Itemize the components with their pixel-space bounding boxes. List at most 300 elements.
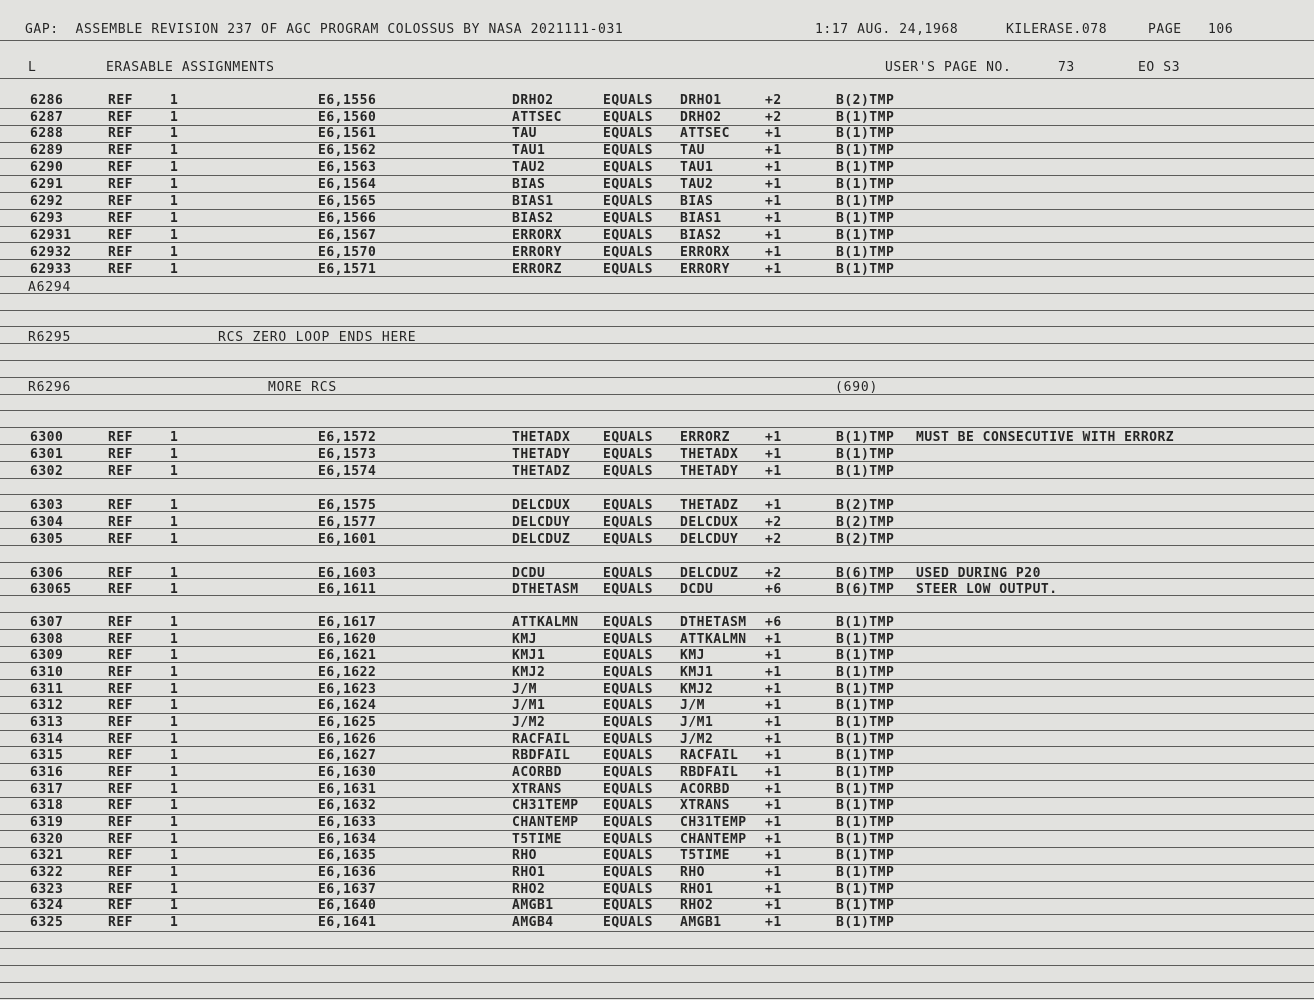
row-symbol: DCDU <box>512 566 546 581</box>
note-line <box>0 380 1314 397</box>
row-symbol: THETADZ <box>512 464 571 479</box>
row-address: E6,1563 <box>318 160 377 175</box>
row-operator: EQUALS <box>603 865 653 880</box>
row-size: B(1)TMP <box>836 430 895 445</box>
assignment-row <box>0 211 1314 228</box>
assignment-row <box>0 748 1314 765</box>
row-size: B(2)TMP <box>836 93 895 108</box>
row-address: E6,1622 <box>318 665 377 680</box>
assignment-row <box>0 566 1314 583</box>
timestamp: 1:17 AUG. 24,1968 <box>815 22 959 37</box>
row-ref-count: 1 <box>170 582 179 597</box>
row-ref-count: 1 <box>170 815 179 830</box>
row-size: B(1)TMP <box>836 447 895 462</box>
row-address: E6,1564 <box>318 177 377 192</box>
assignment-row <box>0 865 1314 882</box>
note-text: RCS ZERO LOOP ENDS HERE <box>218 330 417 345</box>
row-operator: EQUALS <box>603 566 653 581</box>
row-offset: +1 <box>765 143 782 158</box>
row-type: REF <box>108 93 133 108</box>
row-operator: EQUALS <box>603 748 653 763</box>
row-size: B(1)TMP <box>836 160 895 175</box>
row-type: REF <box>108 898 133 913</box>
row-size: B(1)TMP <box>836 815 895 830</box>
assignment-row <box>0 832 1314 849</box>
row-target: KMJ1 <box>680 665 714 680</box>
row-ref-count: 1 <box>170 93 179 108</box>
row-operator: EQUALS <box>603 211 653 226</box>
row-operator: EQUALS <box>603 782 653 797</box>
row-address: E6,1630 <box>318 765 377 780</box>
row-line-number: 6305 <box>30 532 64 547</box>
row-offset: +1 <box>765 898 782 913</box>
assignment-row <box>0 648 1314 665</box>
page-number: 106 <box>1208 22 1234 37</box>
row-symbol: TAU <box>512 126 537 141</box>
row-operator: EQUALS <box>603 194 653 209</box>
ruled-line <box>0 612 1314 613</box>
row-operator: EQUALS <box>603 582 653 597</box>
row-line-number: 6320 <box>30 832 64 847</box>
row-operator: EQUALS <box>603 447 653 462</box>
row-symbol: KMJ1 <box>512 648 546 663</box>
row-offset: +1 <box>765 782 782 797</box>
row-ref-count: 1 <box>170 194 179 209</box>
row-type: REF <box>108 582 133 597</box>
row-target: KMJ2 <box>680 682 714 697</box>
row-offset: +2 <box>765 532 782 547</box>
assignment-row <box>0 898 1314 915</box>
row-line-number: 62931 <box>30 228 72 243</box>
row-operator: EQUALS <box>603 732 653 747</box>
row-symbol: KMJ2 <box>512 665 546 680</box>
row-type: REF <box>108 498 133 513</box>
assignment-row <box>0 160 1314 177</box>
row-ref-count: 1 <box>170 882 179 897</box>
row-operator: EQUALS <box>603 915 653 930</box>
row-line-number: 6319 <box>30 815 64 830</box>
assignment-row <box>0 632 1314 649</box>
row-address: E6,1640 <box>318 898 377 913</box>
row-offset: +1 <box>765 632 782 647</box>
row-offset: +1 <box>765 748 782 763</box>
assignment-row <box>0 815 1314 832</box>
assignment-row <box>0 194 1314 211</box>
row-offset: +1 <box>765 865 782 880</box>
row-type: REF <box>108 262 133 277</box>
row-offset: +1 <box>765 430 782 445</box>
user-page-number: 73 <box>1058 60 1075 75</box>
row-operator: EQUALS <box>603 498 653 513</box>
ruled-line <box>0 562 1314 563</box>
row-symbol: BIAS1 <box>512 194 554 209</box>
program-title: GAP: ASSEMBLE REVISION 237 OF AGC PROGRAM COLOSSUS BY NASA 2021111-031 <box>25 22 624 37</box>
row-ref-count: 1 <box>170 715 179 730</box>
row-address: E6,1631 <box>318 782 377 797</box>
row-ref-count: 1 <box>170 782 179 797</box>
row-line-number: 6318 <box>30 798 64 813</box>
section-header <box>0 60 1314 77</box>
row-address: E6,1574 <box>318 464 377 479</box>
row-target: THETADX <box>680 447 739 462</box>
row-target: ATTSEC <box>680 126 730 141</box>
assignment-row <box>0 430 1314 447</box>
row-operator: EQUALS <box>603 228 653 243</box>
row-size: B(1)TMP <box>836 228 895 243</box>
ruled-line <box>0 965 1314 966</box>
row-ref-count: 1 <box>170 898 179 913</box>
row-symbol: RHO1 <box>512 865 546 880</box>
row-type: REF <box>108 648 133 663</box>
row-symbol: KMJ <box>512 632 537 647</box>
row-symbol: ACORBD <box>512 765 562 780</box>
row-operator: EQUALS <box>603 632 653 647</box>
row-operator: EQUALS <box>603 262 653 277</box>
assignment-row <box>0 698 1314 715</box>
row-operator: EQUALS <box>603 798 653 813</box>
assignment-row <box>0 782 1314 799</box>
row-address: E6,1620 <box>318 632 377 647</box>
row-size: B(1)TMP <box>836 715 895 730</box>
row-operator: EQUALS <box>603 682 653 697</box>
row-symbol: DTHETASM <box>512 582 579 597</box>
row-operator: EQUALS <box>603 698 653 713</box>
row-offset: +1 <box>765 262 782 277</box>
row-ref-count: 1 <box>170 765 179 780</box>
row-type: REF <box>108 615 133 630</box>
row-type: REF <box>108 915 133 930</box>
row-type: REF <box>108 177 133 192</box>
ruled-line <box>0 377 1314 378</box>
row-type: REF <box>108 110 133 125</box>
row-offset: +1 <box>765 765 782 780</box>
row-address: E6,1636 <box>318 865 377 880</box>
row-offset: +6 <box>765 615 782 630</box>
row-size: B(1)TMP <box>836 748 895 763</box>
row-ref-count: 1 <box>170 748 179 763</box>
row-address: E6,1633 <box>318 815 377 830</box>
tape-name: KILERASE.078 <box>1006 22 1108 37</box>
row-ref-count: 1 <box>170 464 179 479</box>
assignment-row <box>0 126 1314 143</box>
row-address: E6,1611 <box>318 582 377 597</box>
row-address: E6,1632 <box>318 798 377 813</box>
row-target: BIAS1 <box>680 211 722 226</box>
row-type: REF <box>108 126 133 141</box>
row-target: DCDU <box>680 582 714 597</box>
row-symbol: RACFAIL <box>512 732 571 747</box>
row-offset: +1 <box>765 848 782 863</box>
row-symbol: J/M1 <box>512 698 546 713</box>
assignment-row <box>0 715 1314 732</box>
row-line-number: 6290 <box>30 160 64 175</box>
row-target: ATTKALMN <box>680 632 747 647</box>
row-operator: EQUALS <box>603 765 653 780</box>
row-line-number: 6293 <box>30 211 64 226</box>
row-address: E6,1562 <box>318 143 377 158</box>
row-offset: +1 <box>765 245 782 260</box>
assignment-row <box>0 464 1314 481</box>
row-target: ERRORX <box>680 245 730 260</box>
row-size: B(1)TMP <box>836 832 895 847</box>
row-line-number: 6315 <box>30 748 64 763</box>
row-type: REF <box>108 211 133 226</box>
row-symbol: ERRORY <box>512 245 562 260</box>
row-size: B(1)TMP <box>836 262 895 277</box>
row-symbol: RHO2 <box>512 882 546 897</box>
row-operator: EQUALS <box>603 832 653 847</box>
row-symbol: BIAS <box>512 177 546 192</box>
row-size: B(1)TMP <box>836 126 895 141</box>
row-target: ERRORZ <box>680 430 730 445</box>
row-offset: +6 <box>765 582 782 597</box>
row-target: ACORBD <box>680 782 730 797</box>
assignment-row <box>0 798 1314 815</box>
row-operator: EQUALS <box>603 160 653 175</box>
row-symbol: THETADX <box>512 430 571 445</box>
row-line-number: 6321 <box>30 848 64 863</box>
row-address: E6,1634 <box>318 832 377 847</box>
row-ref-count: 1 <box>170 177 179 192</box>
row-size: B(1)TMP <box>836 245 895 260</box>
row-ref-count: 1 <box>170 665 179 680</box>
row-offset: +1 <box>765 194 782 209</box>
assignment-row <box>0 532 1314 549</box>
row-offset: +1 <box>765 160 782 175</box>
row-operator: EQUALS <box>603 665 653 680</box>
ruled-line <box>0 40 1314 41</box>
ruled-line <box>0 410 1314 411</box>
row-ref-count: 1 <box>170 865 179 880</box>
row-address: E6,1566 <box>318 211 377 226</box>
assignment-row <box>0 110 1314 127</box>
row-address: E6,1603 <box>318 566 377 581</box>
row-symbol: RHO <box>512 848 537 863</box>
row-line-number: 6288 <box>30 126 64 141</box>
row-target: KMJ <box>680 648 705 663</box>
row-size: B(1)TMP <box>836 110 895 125</box>
assignment-row <box>0 915 1314 932</box>
row-line-number: 6286 <box>30 93 64 108</box>
row-address: E6,1601 <box>318 532 377 547</box>
assignment-row <box>0 582 1314 599</box>
row-target: DRHO1 <box>680 93 722 108</box>
row-operator: EQUALS <box>603 815 653 830</box>
row-symbol: DRHO2 <box>512 93 554 108</box>
row-offset: +1 <box>765 665 782 680</box>
row-ref-count: 1 <box>170 126 179 141</box>
row-address: E6,1573 <box>318 447 377 462</box>
row-symbol: J/M <box>512 682 537 697</box>
row-ref-count: 1 <box>170 798 179 813</box>
row-symbol: AMGB1 <box>512 898 554 913</box>
row-line-number: 62932 <box>30 245 72 260</box>
row-target: BIAS2 <box>680 228 722 243</box>
row-symbol: TAU2 <box>512 160 546 175</box>
user-page-label: USER'S PAGE NO. <box>885 60 1012 75</box>
note-line-number: A6294 <box>28 280 72 295</box>
section-title: ERASABLE ASSIGNMENTS <box>106 60 275 75</box>
row-ref-count: 1 <box>170 515 179 530</box>
row-target: CH31TEMP <box>680 815 747 830</box>
row-operator: EQUALS <box>603 898 653 913</box>
row-line-number: 6317 <box>30 782 64 797</box>
row-line-number: 6289 <box>30 143 64 158</box>
row-type: REF <box>108 194 133 209</box>
row-operator: EQUALS <box>603 177 653 192</box>
assignment-row <box>0 228 1314 245</box>
row-type: REF <box>108 765 133 780</box>
row-size: B(1)TMP <box>836 765 895 780</box>
row-operator: EQUALS <box>603 430 653 445</box>
row-address: E6,1626 <box>318 732 377 747</box>
row-offset: +1 <box>765 915 782 930</box>
row-size: B(1)TMP <box>836 464 895 479</box>
row-offset: +1 <box>765 815 782 830</box>
row-size: B(2)TMP <box>836 498 895 513</box>
row-line-number: 6324 <box>30 898 64 913</box>
row-address: E6,1567 <box>318 228 377 243</box>
row-symbol: J/M2 <box>512 715 546 730</box>
row-line-number: 6308 <box>30 632 64 647</box>
row-type: REF <box>108 532 133 547</box>
row-offset: +1 <box>765 832 782 847</box>
row-type: REF <box>108 665 133 680</box>
row-ref-count: 1 <box>170 143 179 158</box>
assignment-row <box>0 615 1314 632</box>
row-offset: +1 <box>765 715 782 730</box>
note-line-number: R6296 <box>28 380 72 395</box>
row-line-number: 6310 <box>30 665 64 680</box>
row-target: RACFAIL <box>680 748 739 763</box>
row-target: T5TIME <box>680 848 730 863</box>
row-address: E6,1637 <box>318 882 377 897</box>
listing-header <box>0 22 1314 39</box>
ruled-line <box>0 998 1314 999</box>
row-target: RHO2 <box>680 898 714 913</box>
note-extra: (690) <box>835 380 879 395</box>
row-target: TAU1 <box>680 160 714 175</box>
row-operator: EQUALS <box>603 882 653 897</box>
row-ref-count: 1 <box>170 532 179 547</box>
row-symbol: XTRANS <box>512 782 562 797</box>
row-size: B(2)TMP <box>836 532 895 547</box>
row-operator: EQUALS <box>603 715 653 730</box>
row-size: B(6)TMP <box>836 582 895 597</box>
row-offset: +1 <box>765 126 782 141</box>
row-size: B(1)TMP <box>836 882 895 897</box>
row-offset: +1 <box>765 798 782 813</box>
row-type: REF <box>108 632 133 647</box>
row-operator: EQUALS <box>603 848 653 863</box>
row-type: REF <box>108 832 133 847</box>
row-ref-count: 1 <box>170 615 179 630</box>
assignment-row <box>0 262 1314 279</box>
row-address: E6,1565 <box>318 194 377 209</box>
row-operator: EQUALS <box>603 464 653 479</box>
row-target: CHANTEMP <box>680 832 747 847</box>
row-line-number: 6314 <box>30 732 64 747</box>
assignment-row <box>0 515 1314 532</box>
ruled-line <box>0 427 1314 428</box>
row-line-number: 6292 <box>30 194 64 209</box>
row-address: E6,1623 <box>318 682 377 697</box>
row-type: REF <box>108 865 133 880</box>
row-type: REF <box>108 464 133 479</box>
row-target: RHO1 <box>680 882 714 897</box>
assignment-row <box>0 765 1314 782</box>
row-operator: EQUALS <box>603 615 653 630</box>
row-offset: +1 <box>765 228 782 243</box>
row-type: REF <box>108 782 133 797</box>
row-ref-count: 1 <box>170 848 179 863</box>
row-line-number: 62933 <box>30 262 72 277</box>
row-type: REF <box>108 732 133 747</box>
row-address: E6,1627 <box>318 748 377 763</box>
row-ref-count: 1 <box>170 632 179 647</box>
row-address: E6,1575 <box>318 498 377 513</box>
row-offset: +2 <box>765 110 782 125</box>
row-target: DTHETASM <box>680 615 747 630</box>
row-type: REF <box>108 682 133 697</box>
row-line-number: 6311 <box>30 682 64 697</box>
row-line-number: 6306 <box>30 566 64 581</box>
assignment-row <box>0 498 1314 515</box>
row-line-number: 6302 <box>30 464 64 479</box>
row-offset: +1 <box>765 447 782 462</box>
row-line-number: 6304 <box>30 515 64 530</box>
note-line <box>0 330 1314 347</box>
row-line-number: 6313 <box>30 715 64 730</box>
row-target: XTRANS <box>680 798 730 813</box>
assignment-row <box>0 882 1314 899</box>
row-ref-count: 1 <box>170 915 179 930</box>
row-offset: +1 <box>765 498 782 513</box>
assignment-row <box>0 682 1314 699</box>
row-target: J/M <box>680 698 705 713</box>
row-symbol: CH31TEMP <box>512 798 579 813</box>
row-line-number: 6307 <box>30 615 64 630</box>
row-target: RHO <box>680 865 705 880</box>
ruled-line <box>0 982 1314 983</box>
row-type: REF <box>108 798 133 813</box>
row-symbol: AMGB4 <box>512 915 554 930</box>
row-address: E6,1572 <box>318 430 377 445</box>
row-ref-count: 1 <box>170 682 179 697</box>
row-size: B(1)TMP <box>836 798 895 813</box>
row-size: B(1)TMP <box>836 194 895 209</box>
row-ref-count: 1 <box>170 566 179 581</box>
row-ref-count: 1 <box>170 732 179 747</box>
row-operator: EQUALS <box>603 93 653 108</box>
row-type: REF <box>108 447 133 462</box>
row-size: B(2)TMP <box>836 515 895 530</box>
row-line-number: 6301 <box>30 447 64 462</box>
row-target: AMGB1 <box>680 915 722 930</box>
row-target: J/M1 <box>680 715 714 730</box>
row-ref-count: 1 <box>170 648 179 663</box>
ruled-line <box>0 360 1314 361</box>
row-symbol: T5TIME <box>512 832 562 847</box>
row-ref-count: 1 <box>170 228 179 243</box>
row-operator: EQUALS <box>603 532 653 547</box>
row-ref-count: 1 <box>170 211 179 226</box>
row-type: REF <box>108 748 133 763</box>
assignment-row <box>0 848 1314 865</box>
assignment-row <box>0 177 1314 194</box>
row-offset: +2 <box>765 515 782 530</box>
listing-marker: L <box>28 60 37 75</box>
